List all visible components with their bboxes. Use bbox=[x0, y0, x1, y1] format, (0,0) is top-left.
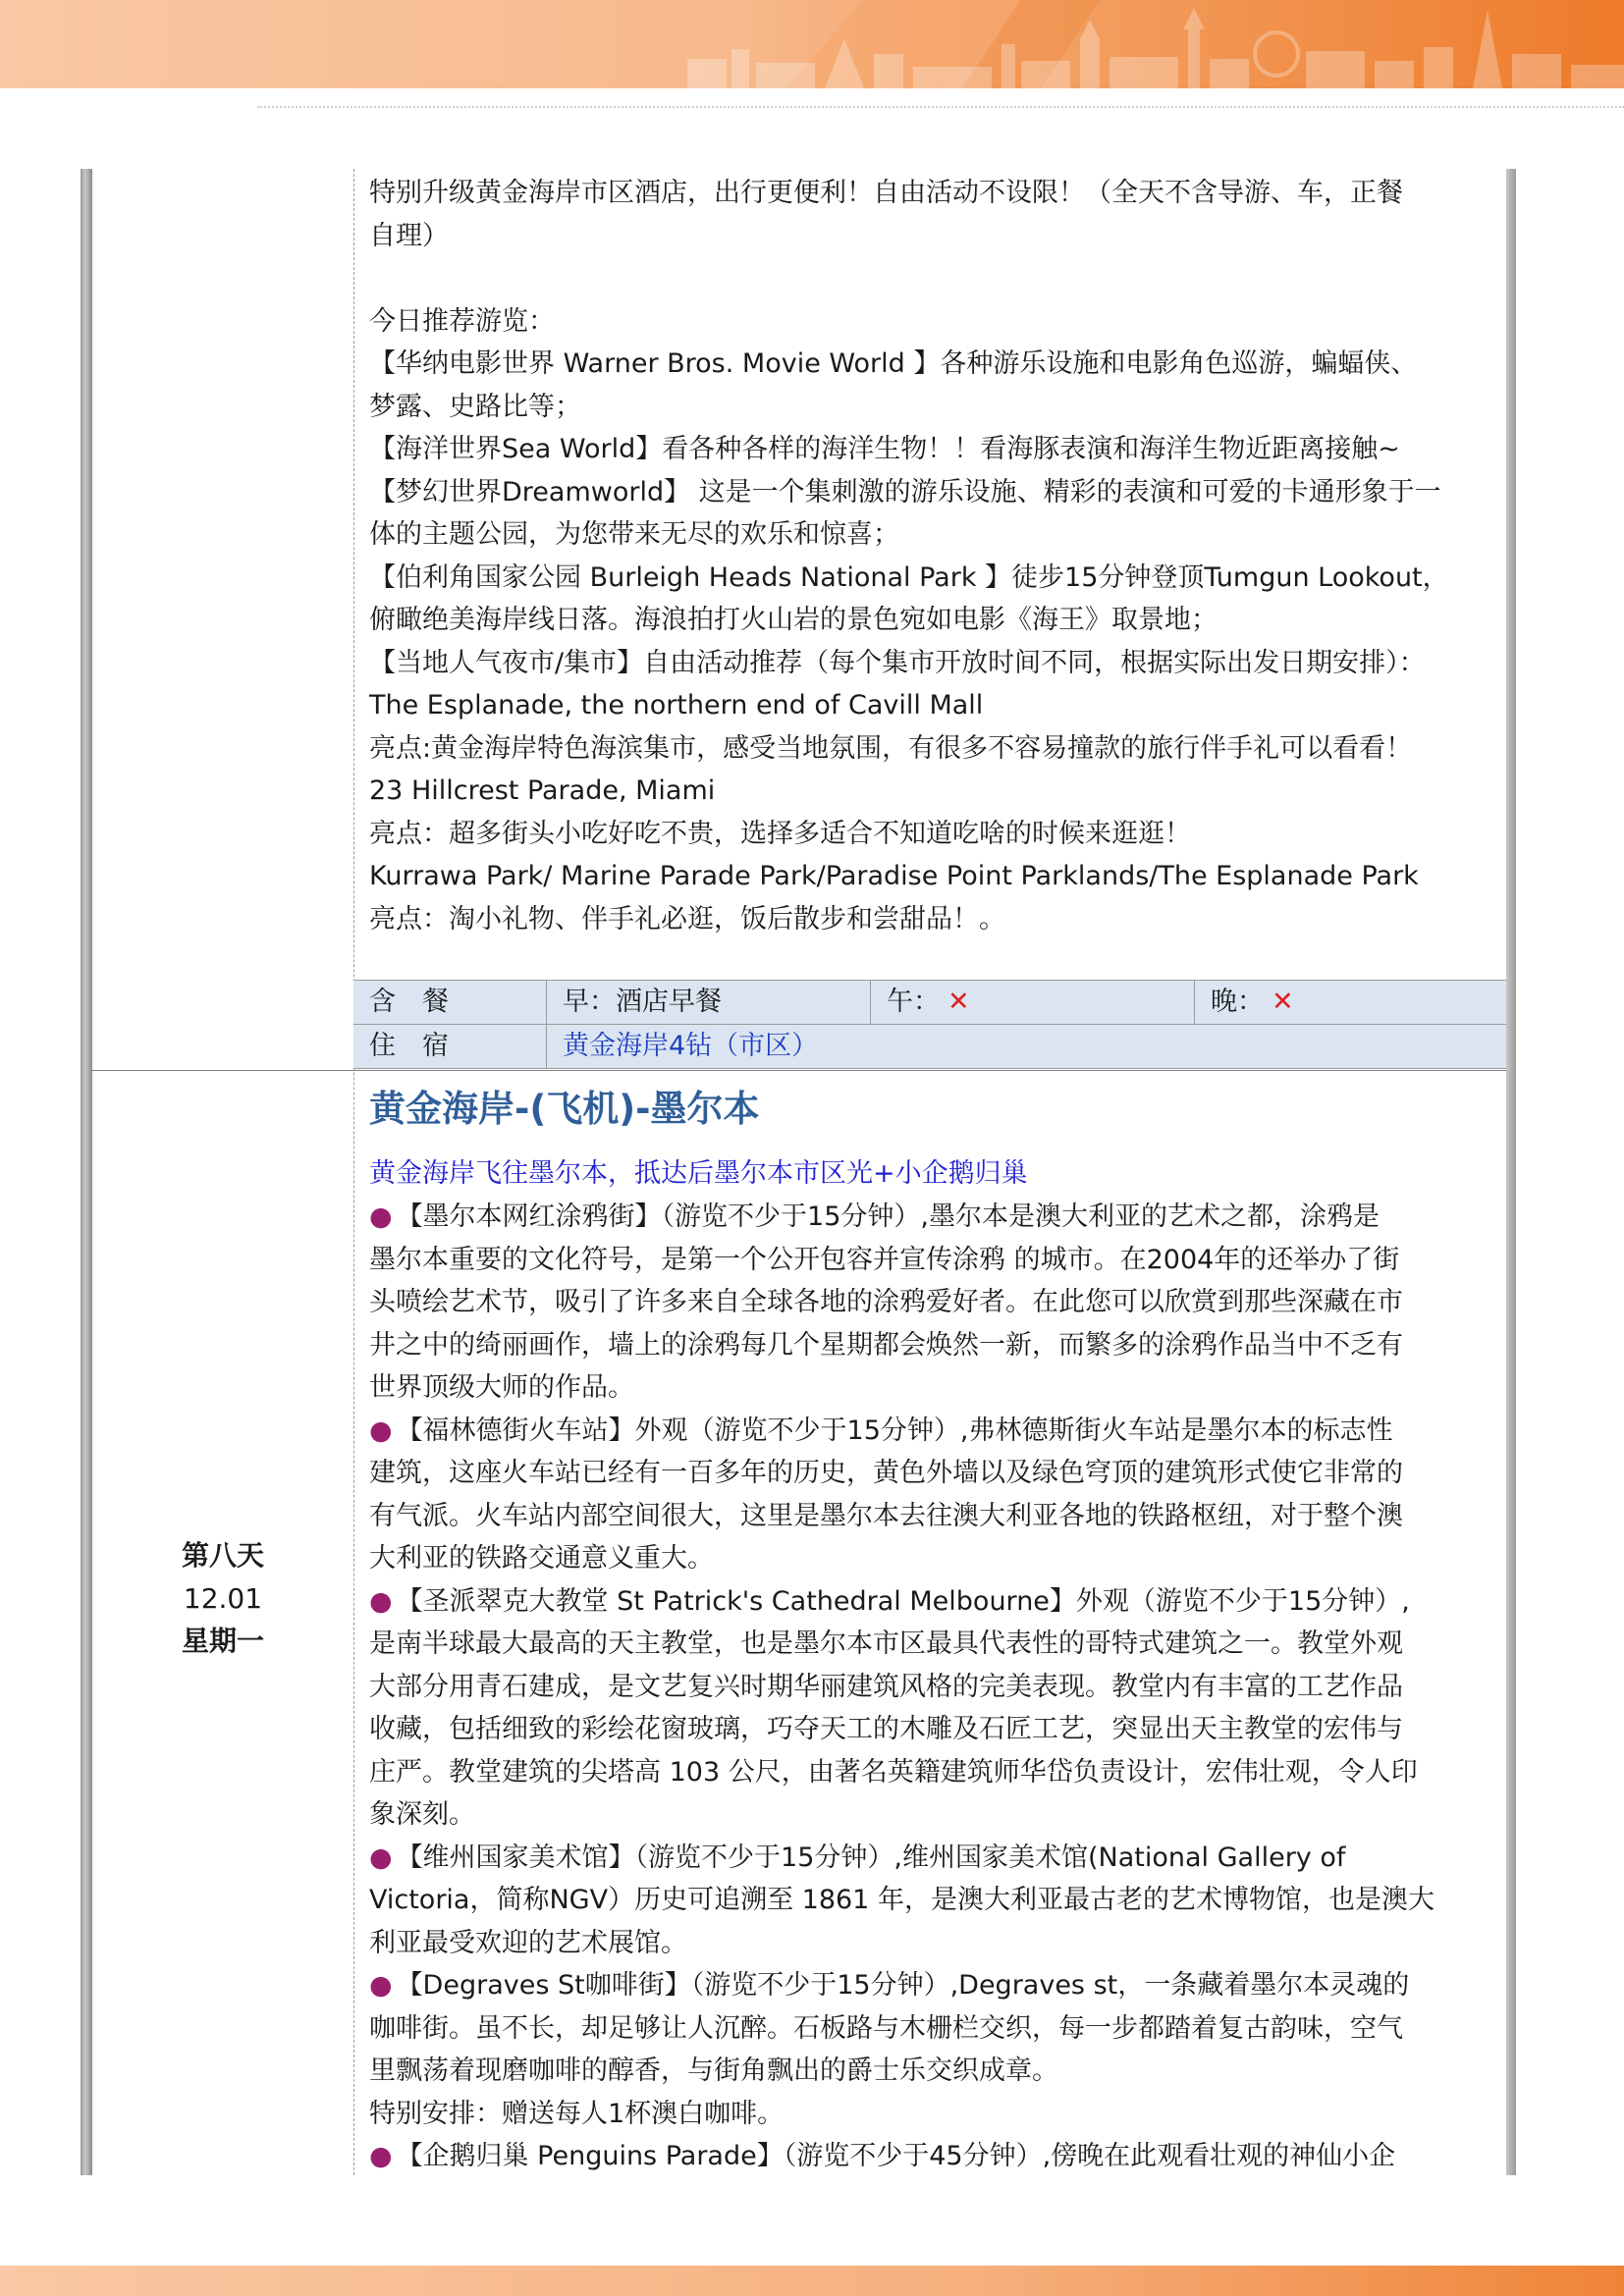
line-text: 【企鹅归巢 Penguins Parade】（游览不少于45分钟）,傍晚在此观看壮观的神仙小企 bbox=[396, 2141, 1396, 2171]
city-skyline-icon bbox=[0, 0, 1624, 88]
line-text: 咖啡街。虽不长，却足够让人沉醉。石板路与木栅栏交织，每一步都踏着复古韵味，空气 bbox=[369, 2012, 1403, 2044]
text-line: 梦露、史路比等； bbox=[369, 391, 581, 422]
line-text: 【Degraves St咖啡街】（游览不少于15分钟）,Degraves st，一条藏着墨尔本灵魂的 bbox=[396, 1970, 1410, 2001]
hotel-value: 黄金海岸4钻（市区） bbox=[546, 1025, 1506, 1068]
bullet-icon: ● bbox=[369, 1842, 393, 1873]
line-text: 墨尔本重要的文化符号，是第一个公开包容并宣传涂鸦 的城市。在2004年的还举办了街 bbox=[369, 1244, 1400, 1275]
bullet-icon: ● bbox=[369, 1585, 393, 1617]
text-line bbox=[369, 2050, 1498, 2093]
hotel-row bbox=[353, 1025, 1506, 1069]
day8-title: 黄金海岸-(飞机)-墨尔本 bbox=[369, 1088, 760, 1130]
text-line: 【海洋世界Sea World】看各种各样的海洋生物！！看海豚表演和海洋生物近距离接触~ bbox=[369, 434, 1400, 464]
bullet-icon: ● bbox=[369, 1970, 393, 2001]
line-text: 收藏，包括细致的彩绘花窗玻璃，巧夺天工的木雕及石匠工艺，突显出天主教堂的宏伟与 bbox=[369, 1714, 1403, 1744]
text-line: Kurrawa Park/ Marine Parade Park/Paradise Point Parklands/The Esplanade Park bbox=[369, 861, 1419, 891]
line-text: 大部分用青石建成，是文艺复兴时期华丽建筑风格的完美表现。教堂内有丰富的工艺作品 bbox=[369, 1671, 1403, 1702]
line-text: 世界顶级大师的作品。 bbox=[369, 1372, 634, 1403]
meal-breakfast: 早：酒店早餐 bbox=[546, 981, 870, 1024]
text-line bbox=[369, 1281, 1498, 1324]
attraction-item bbox=[369, 1410, 1498, 1453]
text-line bbox=[369, 1708, 1498, 1751]
meal-dinner: 晚： ✕ bbox=[1194, 981, 1506, 1024]
text-line bbox=[369, 1623, 1498, 1666]
text-line: 体的主题公园，为您带来无尽的欢乐和惊喜； bbox=[369, 519, 899, 550]
text-line bbox=[369, 1495, 1498, 1538]
attraction-item bbox=[369, 1837, 1498, 1880]
attraction-item bbox=[369, 1196, 1498, 1239]
bullet-icon: ● bbox=[369, 1415, 393, 1446]
attraction-item bbox=[369, 1580, 1498, 1624]
text-line: 【伯利角国家公园 Burleigh Heads National Park 】徒步15分钟登顶Tumgun Lookout， bbox=[369, 561, 1449, 593]
cross-icon: ✕ bbox=[1272, 987, 1294, 1017]
text-line: 今日推荐游览： bbox=[369, 305, 555, 337]
line-text: 建筑，这座火车站已经有一百多年的历史，黄色外墙以及绿色穹顶的建筑形式使它非常的 bbox=[369, 1458, 1403, 1488]
text-line bbox=[369, 1922, 1498, 1965]
line-text: 象深刻。 bbox=[369, 1799, 475, 1830]
text-line: 23 Hillcrest Parade, Miami bbox=[369, 775, 716, 806]
line-text: 【维州国家美术馆】（游览不少于15分钟）,维州国家美术馆(National Gallery of bbox=[396, 1842, 1346, 1873]
day8-subtitle: 黄金海岸飞往墨尔本，抵达后墨尔本市区光+小企鹅归巢 bbox=[369, 1158, 1028, 1189]
line-text: 【福林德街火车站】外观（游览不少于15分钟）,弗林德斯街火车站是墨尔本的标志性 bbox=[396, 1415, 1393, 1446]
day8-description bbox=[369, 1196, 1498, 2178]
text-line: 亮点：超多街头小吃好吃不贵，选择多适合不知道吃啥的时候来逛逛！ bbox=[369, 818, 1191, 849]
table-left-border bbox=[81, 169, 92, 2175]
text-line: 【梦幻世界Dreamworld】 这是一个集刺激的游乐设施、精彩的表演和可爱的卡通形象于一 bbox=[369, 476, 1441, 507]
text-line: 特别升级黄金海岸市区酒店，出行更便利！自由活动不设限！（全天不含导游、车，正餐 bbox=[369, 178, 1403, 208]
text-line: 【华纳电影世界 Warner Bros. Movie World 】各种游乐设施和电影角色巡游，蝙蝠侠、 bbox=[369, 348, 1418, 379]
table-right-border bbox=[1506, 169, 1516, 2175]
line-text: 是南半球最大最高的天主教堂，也是墨尔本市区最具代表性的哥特式建筑之一。教堂外观 bbox=[369, 1629, 1403, 1659]
meal-lunch: 午： ✕ bbox=[870, 981, 1194, 1024]
line-text: 【圣派翠克大教堂 St Patrick's Cathedral Melbourne】外观（游览不少于15分钟）, bbox=[396, 1585, 1410, 1617]
day-date: 12.01 bbox=[183, 1581, 263, 1615]
header-divider bbox=[257, 106, 1624, 108]
text-line bbox=[369, 1366, 1498, 1410]
text-line bbox=[369, 1324, 1498, 1367]
line-text: 【墨尔本网红涂鸦街】（游览不少于15分钟）,墨尔本是澳大利亚的艺术之都，涂鸦是 bbox=[396, 1201, 1380, 1232]
line-text: 大利亚的铁路交通意义重大。 bbox=[369, 1543, 714, 1574]
line-text: 特别安排：赠送每人1杯澳白咖啡。 bbox=[369, 2098, 785, 2129]
text-line bbox=[369, 257, 1498, 300]
day8-date-cell bbox=[92, 1534, 353, 1663]
text-line: 俯瞰绝美海岸线日落。海浪拍打火山岩的景色宛如电影《海王》取景地； bbox=[369, 605, 1218, 635]
text-line: 亮点：淘小礼物、伴手礼必逛，饭后散步和尝甜品！。 bbox=[369, 903, 1005, 934]
day-label: 第八天 bbox=[181, 1539, 264, 1572]
attraction-item bbox=[369, 1964, 1498, 2007]
meals-row bbox=[353, 980, 1506, 1025]
bullet-icon: ● bbox=[369, 1201, 393, 1232]
line-text: 头喷绘艺术节，吸引了许多来自全球各地的涂鸦爱好者。在此您可以欣赏到那些深藏在市 bbox=[369, 1287, 1403, 1317]
line-text: Victoria，简称NGV）历史可追溯至 1861 年，是澳大利亚最古老的艺术博物馆，也是澳大 bbox=[369, 1885, 1435, 1915]
cross-icon: ✕ bbox=[947, 987, 970, 1017]
text-line bbox=[369, 2093, 1498, 2136]
line-text: 利亚最受欢迎的艺术展馆。 bbox=[369, 1927, 687, 1958]
text-line bbox=[369, 1666, 1498, 1709]
line-text: 庄严。教堂建筑的尖塔高 103 公尺，由著名英籍建筑师华岱负责设计，宏伟壮观，令人印 bbox=[369, 1756, 1418, 1788]
column-divider bbox=[353, 169, 354, 2175]
bullet-icon: ● bbox=[369, 2141, 393, 2171]
text-line: 亮点:黄金海岸特色海滨集市，感受当地氛围，有很多不容易撞款的旅行伴手礼可以看看！ bbox=[369, 732, 1413, 764]
text-line bbox=[369, 1751, 1498, 1794]
text-line bbox=[369, 1879, 1498, 1922]
text-line bbox=[369, 1793, 1498, 1837]
day-weekday: 星期一 bbox=[181, 1625, 264, 1657]
text-line: 自理） bbox=[369, 220, 449, 251]
day7-description bbox=[369, 172, 1498, 940]
hotel-label: 住 宿 bbox=[369, 1031, 449, 1061]
header-band bbox=[0, 0, 1624, 88]
text-line bbox=[369, 1452, 1498, 1495]
day-row-divider bbox=[92, 1070, 1506, 1071]
text-line bbox=[369, 2007, 1498, 2051]
attraction-item bbox=[369, 2135, 1498, 2178]
text-line bbox=[369, 1537, 1498, 1580]
text-line bbox=[369, 1239, 1498, 1282]
line-text: 有气派。火车站内部空间很大，这里是墨尔本去往澳大利亚各地的铁路枢纽，对于整个澳 bbox=[369, 1500, 1403, 1531]
footer-band bbox=[0, 2266, 1624, 2296]
text-line: The Esplanade, the northern end of Cavill Mall bbox=[369, 690, 984, 721]
text-line: 【当地人气夜市/集市】自由活动推荐（每个集市开放时间不同，根据实际出发日期安排）： bbox=[369, 647, 1426, 678]
meals-label: 含 餐 bbox=[369, 987, 449, 1017]
line-text: 井之中的绮丽画作，墙上的涂鸦每几个星期都会焕然一新，而繁多的涂鸦作品当中不乏有 bbox=[369, 1329, 1403, 1361]
line-text: 里飘荡着现磨咖啡的醇香，与街角飘出的爵士乐交织成章。 bbox=[369, 2056, 1058, 2086]
